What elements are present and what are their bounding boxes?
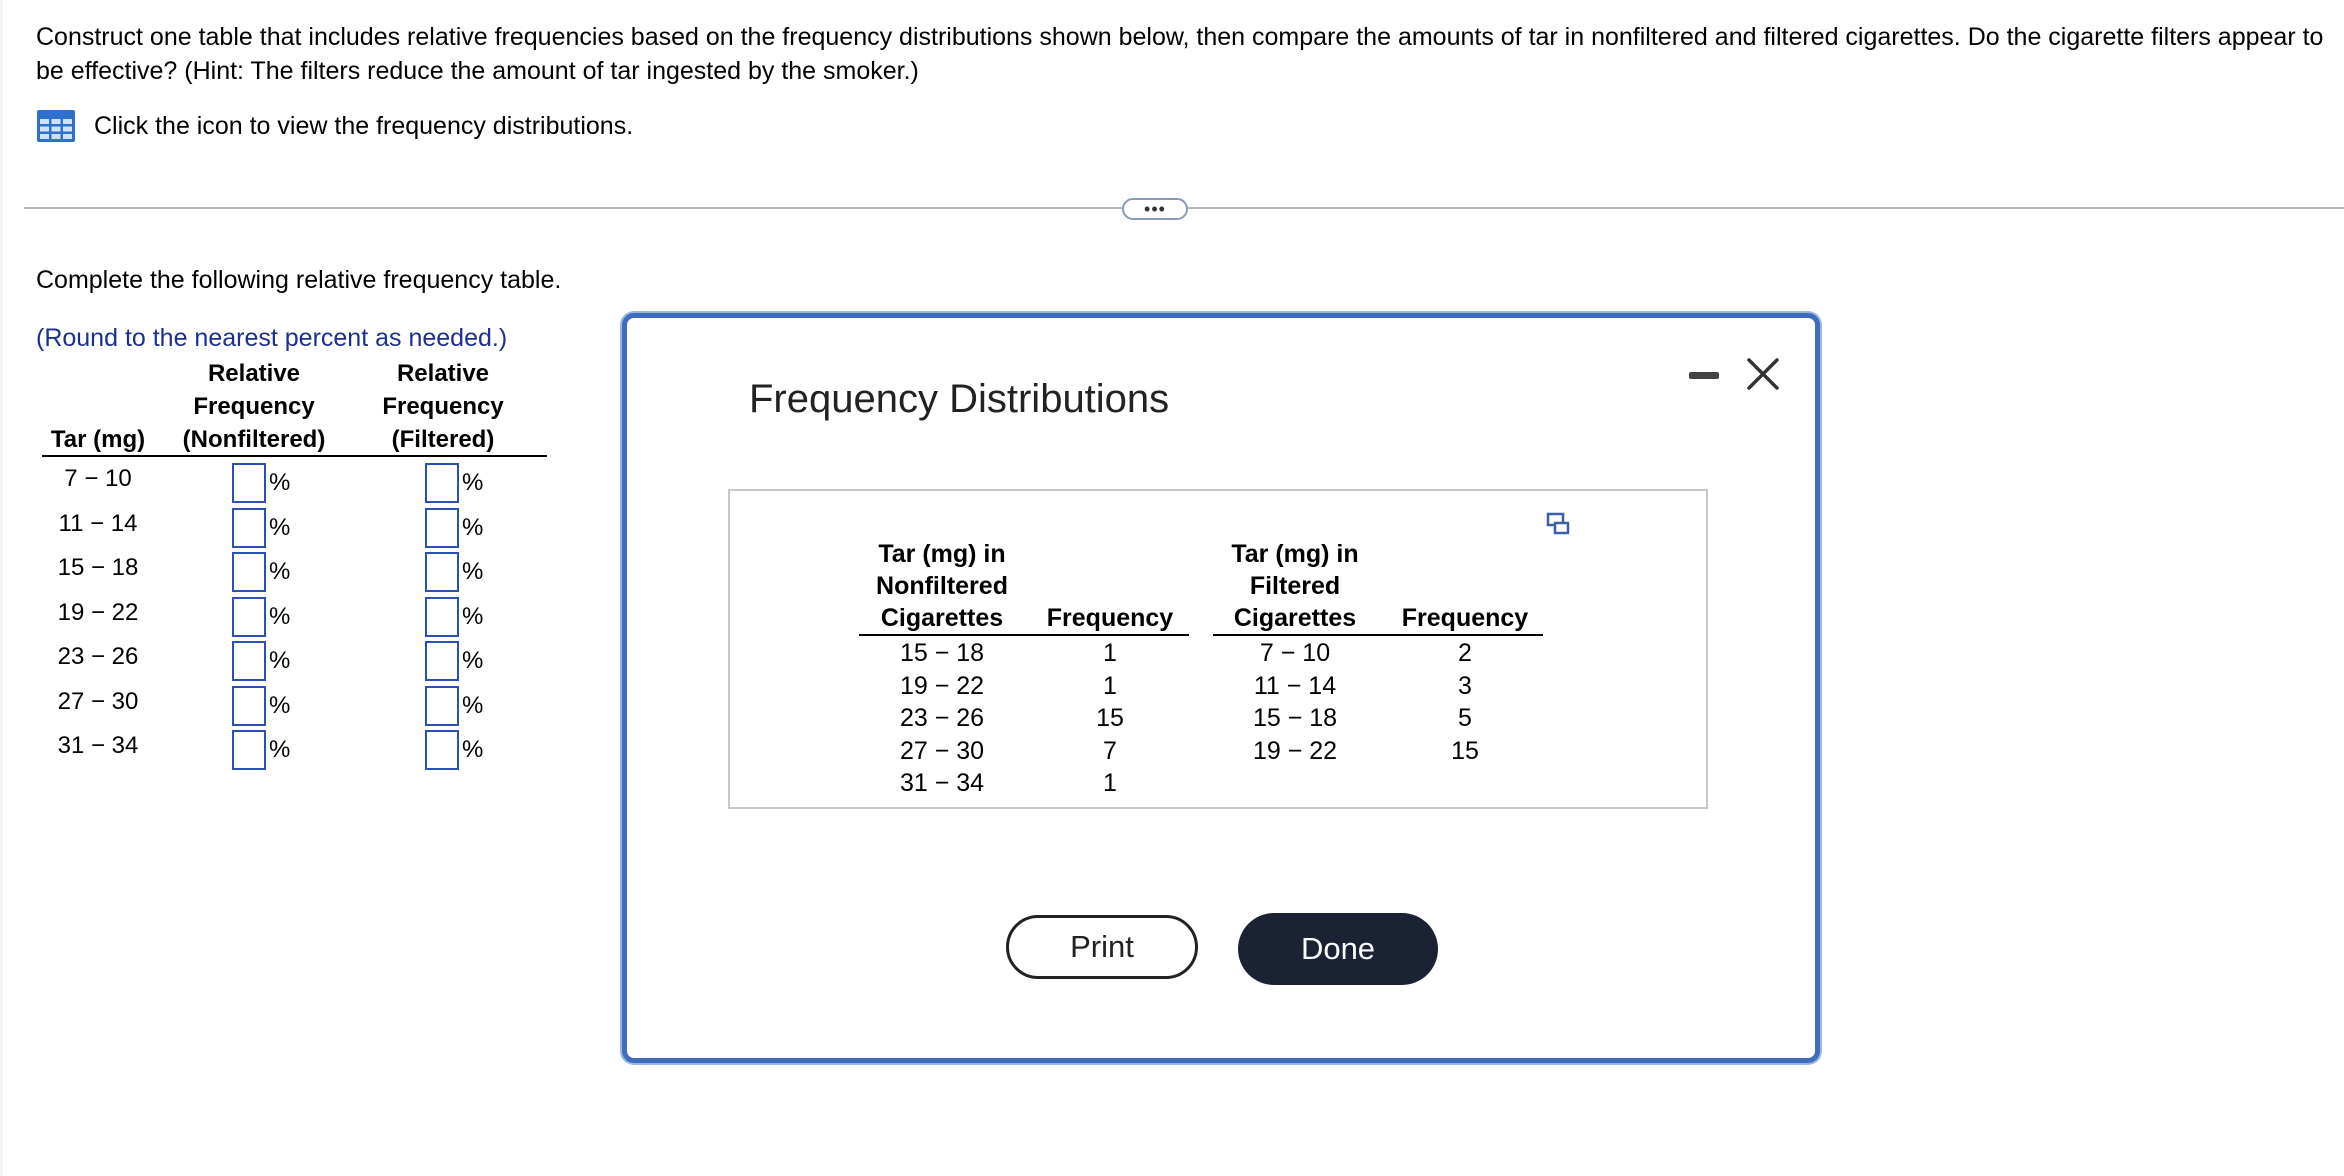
percent-sign: % [269,513,291,541]
frequency-distributions-dialog [622,313,1820,1063]
percent-sign: % [462,558,484,585]
view-distributions-text: Click the icon to view the frequency distributions. [94,111,634,140]
nonfiltered-percent-input[interactable] [232,508,266,548]
table-row [42,635,547,680]
percent-sign: % [462,469,484,496]
header-filtered [368,357,518,456]
filtered-frequency-header: Frequency [1401,604,1529,632]
filtered-range-cell: 15 − 18 [1252,704,1338,732]
tar-range: 19 − 22 [57,598,139,626]
table-row [42,724,547,769]
rounding-note: (Round to the nearest percent as needed.) [36,324,508,352]
percent-sign: % [462,691,484,719]
header-filtered-line2: Frequency [382,393,504,420]
nonfiltered-range-cell: 19 − 22 [899,671,985,700]
complete-instructions: Complete the following relative frequency table. [36,266,562,294]
filtered-percent-input[interactable] [425,552,459,592]
nonfiltered-header-rule [859,634,1189,636]
done-button[interactable]: Done [1238,913,1438,985]
percent-sign: % [462,602,484,630]
nonfiltered-header-line2: Nonfiltered [876,572,1008,600]
filtered-header-line1: Tar (mg) in [1231,540,1359,568]
filtered-percent-input[interactable] [425,730,459,770]
filtered-header-line2: Filtered [1249,572,1341,600]
filtered-frequency-cell: 2 [1458,639,1472,667]
grid-table-icon[interactable] [36,109,76,143]
distributions-box [728,489,1708,809]
header-nonfiltered-line3: (Nonfiltered) [182,426,326,453]
filtered-range-header [1210,538,1380,634]
filtered-answer [425,508,483,548]
nonfiltered-header-line1: Tar (mg) in [878,540,1006,568]
relative-frequency-table [42,357,547,769]
nonfiltered-percent-input[interactable] [232,597,266,637]
header-nonfiltered-line2: Frequency [193,393,315,420]
distributions-table [730,491,1706,807]
nonfiltered-frequency-cell: 1 [1103,671,1117,700]
percent-sign: % [462,647,484,674]
filtered-percent-input[interactable] [425,686,459,726]
dialog-title: Frequency Distributions [749,377,1170,421]
nonfiltered-percent-input[interactable] [232,552,266,592]
filtered-frequency-cell: 3 [1458,671,1472,700]
nonfiltered-answer [232,463,290,503]
filtered-range-cell: 7 − 10 [1259,639,1331,667]
filtered-answer [425,463,483,503]
filtered-answer [425,730,483,770]
table-row [42,502,547,547]
nonfiltered-frequency-cell: 15 [1096,704,1124,732]
table-body [42,457,547,769]
tar-range: 31 − 34 [57,732,139,759]
left-edge-strip [0,0,3,1176]
table-row [42,591,547,636]
question-text: Construct one table that includes relative frequencies based on the frequency distributions shown below, then compare the amounts of tar in nonfiltered and filtered cigarettes. Do the cigarette filters appear to be effective? (Hint: The filters reduce the amount of tar ingested by the smoker.) [36,23,2324,85]
header-tar: Tar (mg) [50,426,146,453]
nonfiltered-range-cell: 31 − 34 [899,769,985,797]
filtered-percent-input[interactable] [425,508,459,548]
filtered-answer [425,641,483,681]
close-icon[interactable] [1743,354,1783,394]
filtered-range-cell: 19 − 22 [1252,736,1338,765]
nonfiltered-percent-input[interactable] [232,686,266,726]
nonfiltered-percent-input[interactable] [232,463,266,503]
tar-range: 7 − 10 [64,465,132,492]
nonfiltered-frequency-header: Frequency [1046,604,1174,632]
filtered-answer [425,597,483,637]
header-nonfiltered [174,357,334,456]
nonfiltered-range-cell: 27 − 30 [899,736,985,765]
tar-range: 27 − 30 [57,687,139,715]
percent-sign: % [269,647,291,674]
more-options-button[interactable]: ••• [1122,198,1188,220]
filtered-percent-input[interactable] [425,641,459,681]
filtered-header-line3: Cigarettes [1233,604,1357,632]
nonfiltered-range-header [857,538,1027,634]
nonfiltered-answer [232,597,290,637]
filtered-range-cell: 11 − 14 [1253,671,1337,700]
tar-range: 23 − 26 [57,643,139,670]
tar-range: 11 − 14 [58,509,138,537]
minimize-icon[interactable] [1689,372,1719,379]
view-distributions-link[interactable] [36,106,633,146]
nonfiltered-answer [232,508,290,548]
nonfiltered-frequency-cell: 1 [1103,769,1117,797]
header-nonfiltered-line1: Relative [207,360,301,387]
filtered-answer [425,686,483,726]
nonfiltered-percent-input[interactable] [232,730,266,770]
table-header [42,357,547,457]
header-filtered-line3: (Filtered) [391,426,495,453]
filtered-percent-input[interactable] [425,597,459,637]
filtered-percent-input[interactable] [425,463,459,503]
nonfiltered-frequency-cell: 1 [1103,639,1117,667]
nonfiltered-answer [232,641,290,681]
percent-sign: % [462,513,484,541]
filtered-frequency-cell: 15 [1451,736,1479,765]
nonfiltered-answer [232,730,290,770]
percent-sign: % [269,469,291,496]
percent-sign: % [269,558,291,585]
table-row [42,546,547,591]
nonfiltered-answer [232,552,290,592]
percent-sign: % [269,736,291,763]
header-filtered-line1: Relative [396,360,490,387]
filtered-frequency-cell: 5 [1458,704,1472,732]
nonfiltered-answer [232,686,290,726]
nonfiltered-range-cell: 23 − 26 [899,704,985,732]
print-button[interactable]: Print [1006,915,1198,979]
table-row [42,680,547,725]
percent-sign: % [269,691,291,719]
nonfiltered-percent-input[interactable] [232,641,266,681]
filtered-header-rule [1213,634,1543,636]
nonfiltered-frequency-cell: 7 [1103,736,1117,765]
percent-sign: % [462,736,484,763]
tar-range: 15 − 18 [57,554,139,581]
table-row [42,457,547,502]
nonfiltered-range-cell: 15 − 18 [899,639,985,667]
nonfiltered-header-line3: Cigarettes [880,604,1004,632]
percent-sign: % [269,602,291,630]
filtered-answer [425,552,483,592]
